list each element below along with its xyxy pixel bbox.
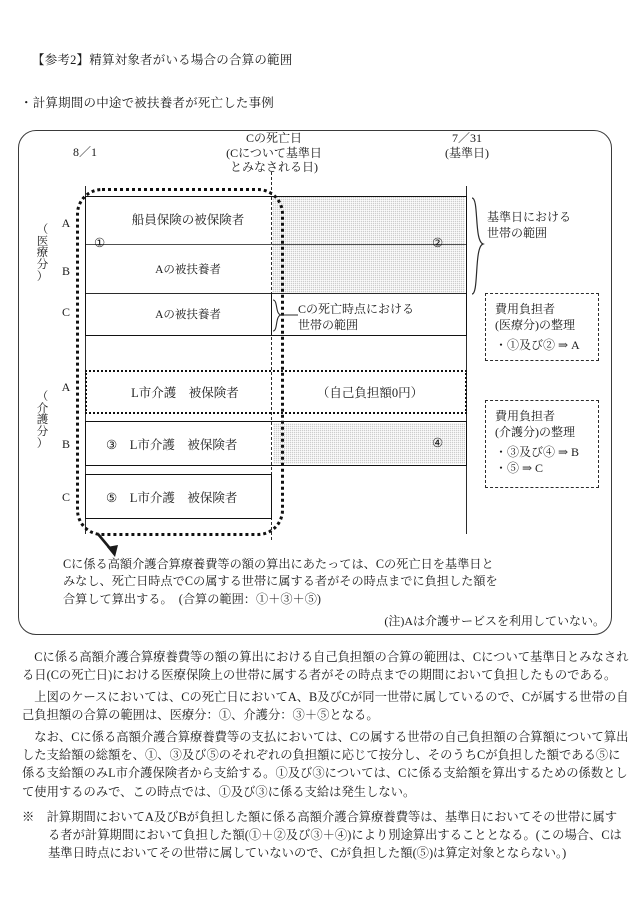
row-letter-medical-c: C [61, 305, 70, 319]
care-label-c1: （ [36, 391, 49, 403]
body-paragraph-1 [22, 648, 629, 684]
medical-row-c-text: Aの被扶養者 [155, 309, 221, 321]
medical-label-c2: 医 [36, 235, 49, 248]
case-subtitle: ・計算期間の中途で被扶養者が死亡した事例 [20, 96, 275, 110]
medical-label-c5: ） [36, 270, 49, 283]
care-row-a-right-text: （自己負担額0円） [316, 386, 424, 400]
row-letter-medical-a: A [61, 216, 71, 230]
death-date-line2: (Cについて基準日 [226, 145, 322, 160]
death-range-brace-icon [272, 298, 300, 337]
care-label-c4: 分 [36, 426, 49, 439]
summary-medical-head1: 費用負担者 [495, 302, 556, 316]
row-letter-care-c: C [61, 490, 70, 504]
marker-1: ① [94, 236, 106, 250]
para-note-line3: 基準日時点においてその世帯に属していないので、Cが負担した額(⑤)は算定対象とならない。) [48, 846, 567, 861]
summary-care-head1: 費用負担者 [495, 409, 556, 423]
medical-label-c3: 療 [36, 247, 49, 260]
summary-care-item2: ・⑤ ⇒ C [495, 461, 544, 476]
medical-label-c1: （ [36, 224, 49, 236]
medical-row-a-text: 船員保険の被保険者 [131, 213, 245, 227]
summary-box-care [485, 400, 599, 488]
base-range-line2: 世帯の範囲 [487, 225, 548, 240]
para1-line1: Cに係る高額介護合算療養費等の額の算出における自己負担額の合算の範囲は、Cについて基準日とみなされ [22, 650, 629, 664]
base-range-line1: 基準日における [487, 210, 572, 224]
summary-care-item1: ・③及び④ ⇒ B [495, 445, 580, 460]
para3-line2: した支給額の総額を、①、③及び⑤のそれぞれの負担額に応じて按分し、そのうちCが負担した額である⑤に [22, 748, 621, 763]
para3-line4: て使用するのみで、この時点では、①及び③に係る支給は発生しない。 [22, 784, 416, 799]
para3-line3: 係る支給額のみL市介護保険者から支給する。①及び③については、Cに係る支給額を算出するための係数とし [22, 766, 628, 781]
diagram-footnote: (注)Aは介護サービスを利用していない。 [384, 614, 605, 628]
section-label-medical [34, 225, 51, 284]
care-row-b-text: ③ L市介護 被保険者 [106, 438, 238, 452]
care-row-a-left-text: L市介護 被保険者 [131, 386, 239, 400]
row-letter-care-a: A [61, 380, 71, 394]
row-letter-medical-b: B [61, 264, 70, 278]
summary-medical-head2: (医療分)の整理 [495, 318, 575, 333]
summary-medical-item1: ・①及び② ⇒ A [495, 338, 580, 353]
marker-4: ④ [432, 436, 444, 450]
base-range-callout [487, 210, 571, 242]
care-label-c3: 護 [36, 414, 49, 427]
diagram-note-line2: みなし、死亡日時点でCの属する世帯に属する者がその時点までに負担した額を [63, 574, 498, 589]
body-paragraph-3 [22, 728, 629, 801]
para2-line1: 上図のケースにおいては、Cの死亡日においてA、B及びCが同一世帯に属しているので、Cが属する世帯の自 [22, 690, 629, 704]
summary-box-medical [485, 293, 599, 361]
timeline-start-date: 8／1 [72, 145, 97, 159]
para-note-line1: ※ 計算期間においてA及びBが負担した額に係る高額介護合算療養費等は、基準日においてその世帯に属す [22, 810, 618, 824]
death-range-line1: Cの死亡時点における [298, 302, 415, 316]
section-label-care [34, 392, 51, 451]
medical-label-c4: 分 [36, 259, 49, 272]
timeline-death-date-label [190, 131, 358, 175]
care-row-c-text: ⑤ L市介護 被保険者 [106, 491, 238, 505]
death-date-line3: とみなされる日) [230, 160, 318, 175]
timeline-base-date-label [412, 131, 522, 160]
base-date-line2: (基準日) [445, 145, 489, 160]
page-title: 【参考2】精算対象者がいる場合の合算の範囲 [32, 53, 293, 67]
death-range-callout [298, 302, 414, 333]
care-label-c5: ） [36, 437, 49, 450]
medical-row-b-text: Aの被扶養者 [155, 264, 221, 276]
care-label-c2: 介 [36, 402, 49, 415]
para-note-line2: る者が計算期間において負担した額(①＋②及び③＋④)により別途算出することとなる。(この場合、Cは [48, 828, 622, 843]
diagram-note [63, 556, 583, 608]
para1-line2: る日(Cの死亡日)における医療保険上の世帯に属する者がその時点までの期間において負担したものである。 [22, 668, 617, 683]
body-paragraph-2 [22, 688, 629, 724]
death-range-line2: 世帯の範囲 [298, 317, 359, 332]
summary-care-head2: (介護分)の整理 [495, 425, 575, 440]
row-letter-care-b: B [61, 437, 70, 451]
base-date-line1: 7／31 [451, 131, 482, 145]
death-date-line1: Cの死亡日 [245, 131, 302, 145]
marker-2: ② [432, 236, 444, 250]
diagram-note-line3: 合算して算出する。 (合算の範囲：①＋③＋⑤) [63, 591, 321, 606]
para2-line2: 己負担額の合算の範囲は、医療分：①、介護分：③＋⑤となる。 [22, 708, 379, 723]
para3-line1: なお、Cに係る高額介護合算療養費等の支払においては、Cの属する世帯の自己負担額の合算額について算出 [22, 730, 629, 744]
diagram-note-line1: Cに係る高額介護合算療養費等の額の算出にあたっては、Cの死亡日を基準日と [63, 557, 494, 571]
c-household-outline [76, 188, 284, 536]
body-paragraph-note [22, 808, 622, 863]
